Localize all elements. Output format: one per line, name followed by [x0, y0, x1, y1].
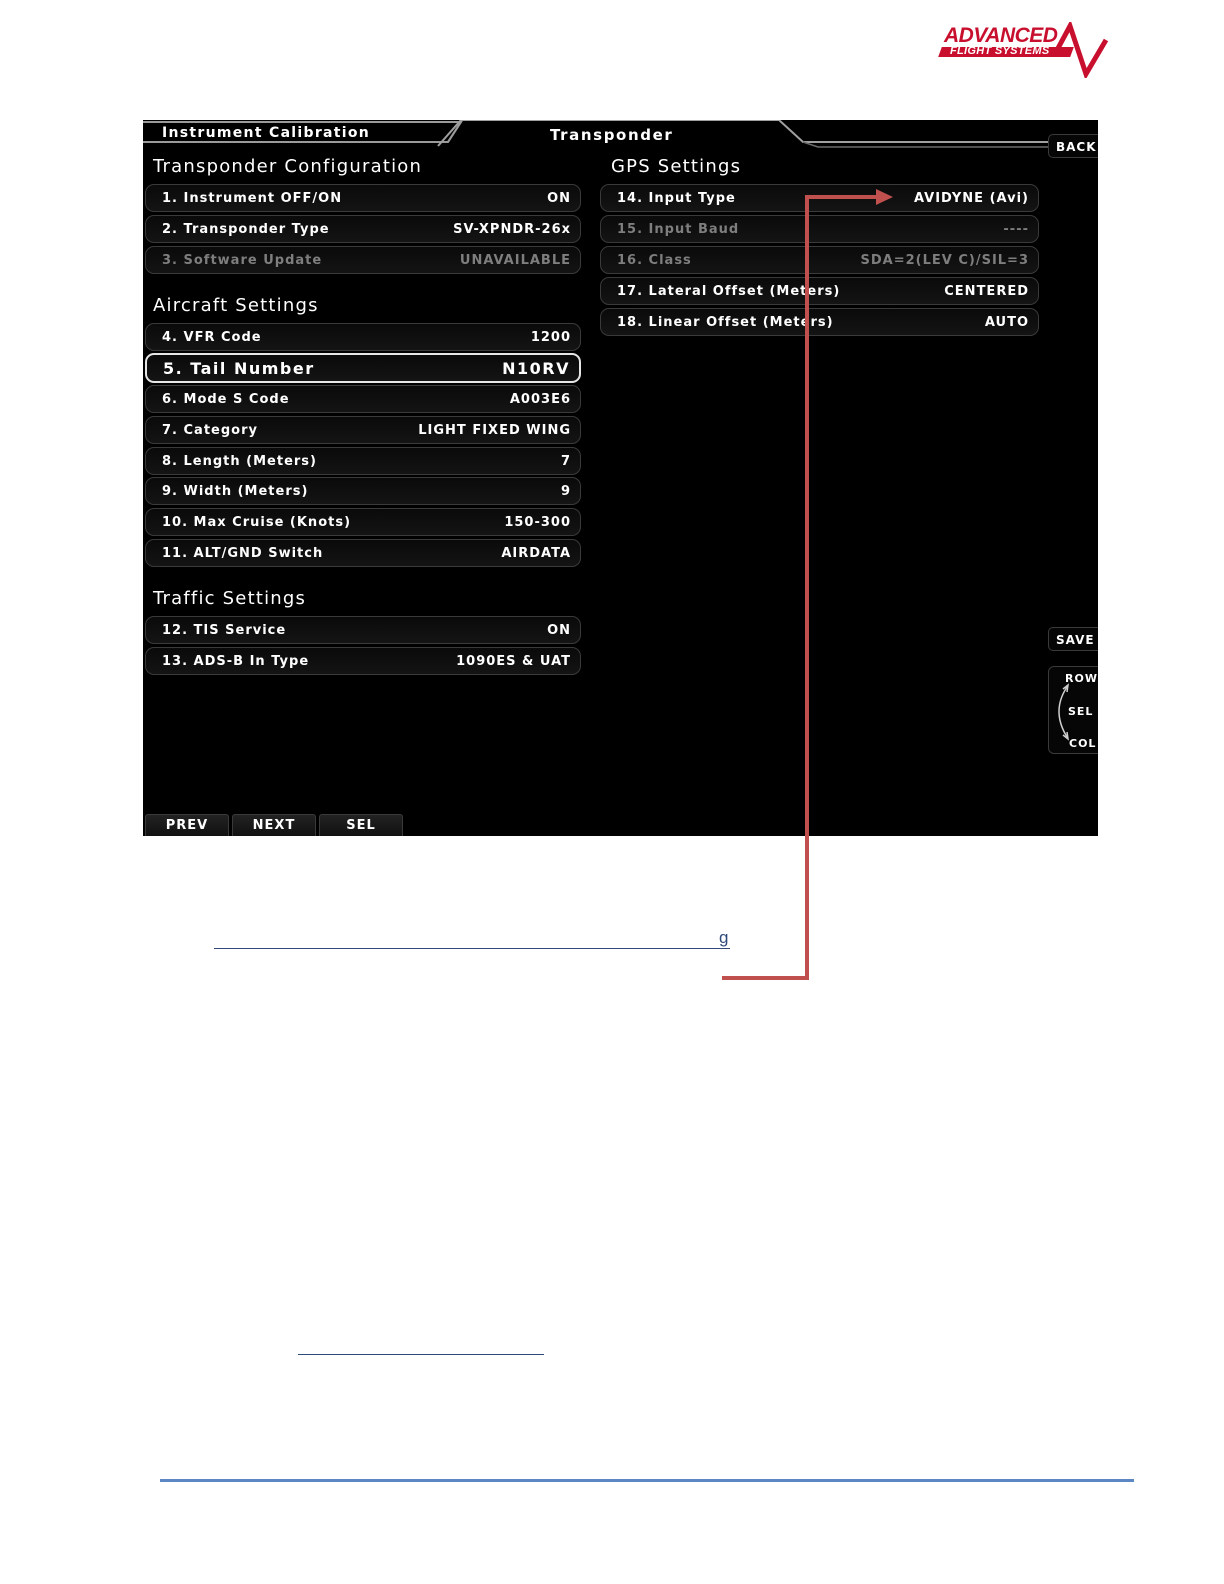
prev-button[interactable]: PREV: [145, 814, 229, 836]
setting-value: SV-XPNDR-26x: [453, 221, 571, 237]
link-underline-lower: [298, 1354, 544, 1355]
setting-value: LIGHT FIXED WING: [418, 422, 571, 438]
setting-row-lateral-offset[interactable]: [600, 277, 1039, 305]
setting-label: 9. Width (Meters): [162, 483, 309, 499]
setting-label: 7. Category: [162, 422, 258, 438]
knob-row-label: ROW: [1065, 672, 1098, 685]
setting-row-width[interactable]: [145, 477, 581, 505]
save-button[interactable]: SAVE: [1048, 627, 1098, 651]
knob-sel-label: SEL: [1068, 705, 1094, 718]
setting-label: 6. Mode S Code: [162, 391, 290, 407]
footer-rule: [160, 1479, 1134, 1482]
knob-col-label: COL: [1069, 737, 1097, 750]
setting-value: ----: [1003, 221, 1029, 237]
setting-value: ON: [547, 190, 571, 206]
advanced-flight-systems-logo: [938, 22, 1108, 78]
section-title-traffic-settings: Traffic Settings: [153, 588, 307, 609]
setting-value: A003E6: [509, 391, 571, 407]
setting-row-software-update: [145, 246, 581, 274]
next-button[interactable]: NEXT: [232, 814, 316, 836]
section-title-gps-settings: GPS Settings: [611, 156, 742, 177]
back-button[interactable]: BACK: [1048, 134, 1098, 158]
setting-label: 5. Tail Number: [163, 358, 315, 378]
setting-row-tis-service[interactable]: [145, 616, 581, 644]
setting-value: UNAVAILABLE: [459, 252, 571, 268]
setting-row-transponder-type[interactable]: [145, 215, 581, 243]
setting-value: 7: [560, 453, 571, 469]
setting-row-class: [600, 246, 1039, 274]
logo-zigzag-icon: [1056, 22, 1108, 78]
setting-row-mode-s-code[interactable]: [145, 385, 581, 413]
setting-value: AVIDYNE (Avi): [913, 190, 1029, 206]
tab-transponder[interactable]: Transponder: [550, 126, 674, 144]
setting-label: 3. Software Update: [162, 252, 323, 268]
logo-line2: FLIGHT SYSTEMS: [950, 45, 1050, 57]
setting-row-input-baud: [600, 215, 1039, 243]
setting-value: 9: [560, 483, 571, 499]
setting-row-max-cruise[interactable]: [145, 508, 581, 536]
setting-label: 17. Lateral Offset (Meters): [617, 283, 841, 299]
setting-row-instrument-on-off[interactable]: [145, 184, 581, 212]
section-title-aircraft-settings: Aircraft Settings: [153, 295, 319, 316]
setting-label: 8. Length (Meters): [162, 453, 317, 469]
setting-label: 4. VFR Code: [162, 329, 262, 345]
setting-row-adsb-in-type[interactable]: [145, 647, 581, 675]
setting-row-input-type[interactable]: [600, 184, 1039, 212]
link-text-fragment[interactable]: g: [719, 928, 729, 947]
setting-label: 14. Input Type: [617, 190, 736, 206]
setting-label: 1. Instrument OFF/ON: [162, 190, 343, 206]
setting-value: 1090ES & UAT: [456, 653, 571, 669]
setting-value: SDA=2(LEV C)/SIL=3: [860, 252, 1029, 268]
setting-row-linear-offset[interactable]: [600, 308, 1039, 336]
knob-legend: [1048, 666, 1098, 754]
setting-row-length[interactable]: [145, 447, 581, 475]
tab-instrument-calibration[interactable]: Instrument Calibration: [162, 125, 371, 141]
logo-line1: ADVANCED: [944, 24, 1058, 47]
setting-row-tail-number[interactable]: [145, 353, 581, 383]
setting-label: 15. Input Baud: [617, 221, 740, 237]
setting-label: 2. Transponder Type: [162, 221, 330, 237]
setting-label: 11. ALT/GND Switch: [162, 545, 324, 561]
setting-value: CENTERED: [944, 283, 1029, 299]
setting-label: 16. Class: [617, 252, 692, 268]
setting-value: AIRDATA: [501, 545, 571, 561]
sel-button[interactable]: SEL: [319, 814, 403, 836]
transponder-screen: [143, 120, 1098, 836]
section-title-transponder-configuration: Transponder Configuration: [153, 156, 423, 177]
setting-label: 10. Max Cruise (Knots): [162, 514, 352, 530]
setting-value: 150-300: [504, 514, 571, 530]
setting-value: ON: [547, 622, 571, 638]
link-underline: [214, 948, 730, 949]
setting-value: 1200: [530, 329, 571, 345]
setting-value: N10RV: [502, 358, 570, 378]
setting-label: 18. Linear Offset (Meters): [617, 314, 834, 330]
setting-label: 13. ADS-B In Type: [162, 653, 310, 669]
setting-row-alt-gnd-switch[interactable]: [145, 539, 581, 567]
setting-label: 12. TIS Service: [162, 622, 287, 638]
setting-row-category[interactable]: [145, 416, 581, 444]
setting-row-vfr-code[interactable]: [145, 323, 581, 351]
setting-value: AUTO: [984, 314, 1029, 330]
